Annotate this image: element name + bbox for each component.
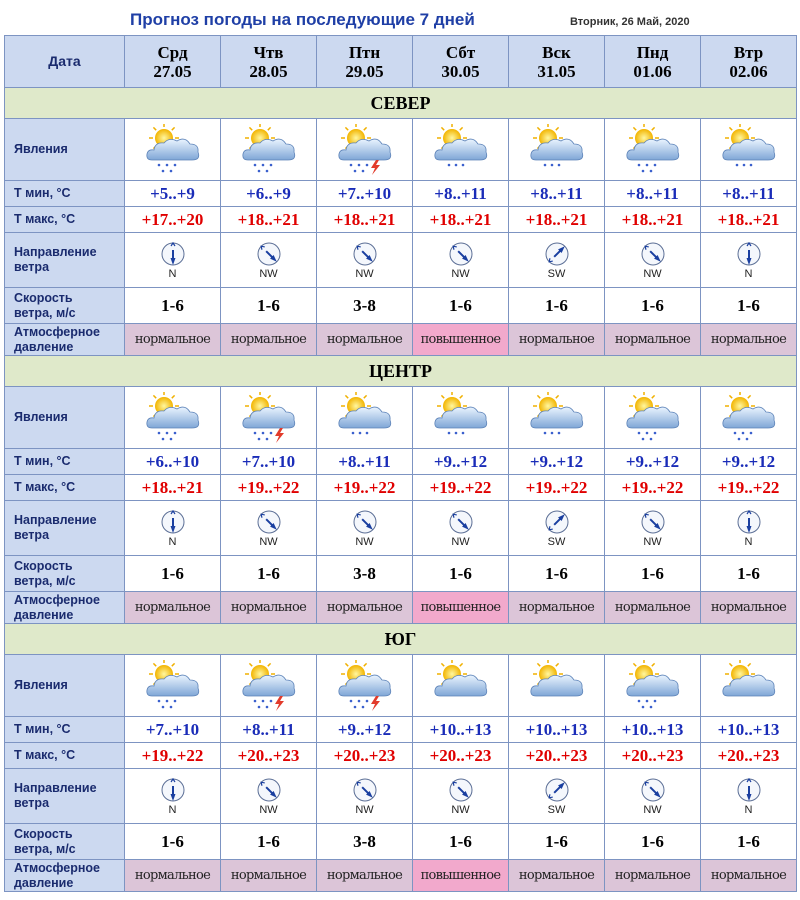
compass-arrow-icon [509,241,604,267]
tmin-value: +10..+13 [509,717,605,743]
compass-arrow-icon [413,241,508,267]
compass-arrow-icon [125,509,220,535]
cloud-sun-light-rain-icon [413,392,508,444]
wind-direction-cell [413,501,509,556]
weather-cell [317,119,413,181]
weather-cell [605,655,701,717]
day-date: 29.05 [345,61,384,81]
day-date: 30.05 [441,61,480,81]
compass-arrow-icon [317,777,412,803]
wind-speed-label-line2: ветра, м/с [14,573,76,588]
phenomena-label-line1: Явления [14,678,68,692]
pressure-value: нормальное [221,592,317,624]
wind-speed-value: 1-6 [221,824,317,860]
pressure-label-line1: Атмосферное [14,860,100,875]
day-name: Пнд [636,42,669,62]
wind-speed-label-line2: ветра, м/с [14,305,76,320]
tmax-value: +18..+21 [125,475,221,501]
pressure-value: нормальное [317,592,413,624]
tmax-value: +18..+21 [605,207,701,233]
weather-cell [701,119,797,181]
wind-speed-value: 1-6 [221,556,317,592]
cloud-sun-rain-icon [605,660,700,712]
day-header [605,36,701,88]
current-date: Вторник, 26 Май, 2020 [570,16,690,28]
tmin-value: +7..+10 [317,181,413,207]
day-name: Чтв [253,42,284,62]
tmin-value: +8..+11 [509,181,605,207]
day-name: Птн [348,42,381,62]
tmin-value: +6..+9 [221,181,317,207]
cloud-sun-light-rain-icon [509,392,604,444]
phenomena-label [5,655,125,717]
wind-speed-value: 1-6 [701,556,797,592]
pressure-label [5,860,125,892]
wind-speed-value: 1-6 [605,824,701,860]
wind-speed-value: 1-6 [701,288,797,324]
day-header [317,36,413,88]
tmin-value: +8..+11 [701,181,797,207]
tmin-value: +9..+12 [509,449,605,475]
tmin-value: +9..+12 [605,449,701,475]
pressure-value: повышенное [413,860,509,892]
day-header [125,36,221,88]
phenomena-label-line1: Явления [14,142,68,156]
pressure-label-line1: Атмосферное [14,324,100,339]
cloud-sun-thunder-rain-icon [221,392,316,444]
pressure-value: нормальное [125,324,221,356]
wind-direction-cell [125,233,221,288]
tmax-value: +19..+22 [125,743,221,769]
phenomena-label-line1: Явления [14,410,68,424]
compass-arrow-icon [221,509,316,535]
pressure-label-line1: Атмосферное [14,592,100,607]
compass-arrow-icon [605,509,700,535]
compass-arrow-icon [509,509,604,535]
pressure-label [5,592,125,624]
tmax-value: +20..+23 [509,743,605,769]
wind-direction-row [5,501,797,556]
wind-direction-cell [701,233,797,288]
wind-speed-value: 1-6 [413,556,509,592]
pressure-row [5,592,797,624]
wind-direction-value: N [744,803,753,816]
region-header-row [5,88,797,119]
wind-direction-cell [701,769,797,824]
wind-direction-cell [509,769,605,824]
wind-direction-cell [221,233,317,288]
tmax-row [5,207,797,233]
wind-direction-value: N [168,803,177,816]
compass-arrow-icon [221,777,316,803]
pressure-label-line2: давление [14,339,74,354]
wind-direction-row [5,769,797,824]
region-header-row [5,356,797,387]
forecast-table [4,35,797,892]
tmin-value: +8..+11 [317,449,413,475]
tmax-value: +19..+22 [701,475,797,501]
tmax-label [5,743,125,769]
wind-speed-value: 1-6 [605,556,701,592]
tmin-label [5,717,125,743]
date-header-label: Дата [5,36,125,88]
cloud-sun-icon [701,660,796,712]
wind-speed-value: 1-6 [413,824,509,860]
day-name: Сбт [445,42,476,62]
weather-cell [413,387,509,449]
wind-speed-value: 1-6 [413,288,509,324]
pressure-label [5,324,125,356]
pressure-value: нормальное [509,324,605,356]
pressure-value: нормальное [701,324,797,356]
tmax-label [5,475,125,501]
wind-direction-value: NW [259,535,278,548]
day-name: Втр [733,42,764,62]
wind-direction-cell [221,769,317,824]
wind-speed-row [5,824,797,860]
cloud-sun-rain-icon [221,124,316,176]
tmin-value: +6..+10 [125,449,221,475]
pressure-value: нормальное [701,860,797,892]
pressure-row [5,324,797,356]
tmax-value: +17..+20 [125,207,221,233]
tmax-label-line1: Т макс, °С [14,480,76,494]
tmax-value: +18..+21 [509,207,605,233]
compass-arrow-icon [509,777,604,803]
weather-cell [221,387,317,449]
cloud-sun-rain-icon [701,392,796,444]
pressure-value: нормальное [221,324,317,356]
wind-speed-label [5,556,125,592]
wind-direction-value: NW [451,267,470,280]
weather-cell [413,119,509,181]
wind-direction-cell [221,501,317,556]
wind-speed-label [5,288,125,324]
pressure-value: нормальное [125,592,221,624]
wind-direction-value: NW [643,535,662,548]
tmax-value: +20..+23 [317,743,413,769]
weather-cell [125,655,221,717]
wind-speed-label-line1: Скорость [14,826,73,841]
wind-direction-value: SW [547,267,566,280]
day-date: 01.06 [633,61,672,81]
wind-direction-value: N [168,267,177,280]
wind-direction-value: NW [643,267,662,280]
weather-cell [317,387,413,449]
tmin-label-line1: Т мин, °С [14,722,71,736]
pressure-value: нормальное [605,592,701,624]
pressure-value: нормальное [317,860,413,892]
wind-speed-value: 1-6 [509,556,605,592]
tmax-value: +20..+23 [605,743,701,769]
compass-arrow-icon [317,509,412,535]
wind-direction-value: NW [451,803,470,816]
compass-arrow-icon [317,241,412,267]
wind-speed-value: 1-6 [221,288,317,324]
wind-speed-value: 1-6 [509,824,605,860]
pressure-row [5,860,797,892]
wind-speed-label-line1: Скорость [14,558,73,573]
tmax-value: +19..+22 [221,475,317,501]
region-title: СЕВЕР [5,88,797,119]
weather-cell [701,655,797,717]
phenomena-row [5,655,797,717]
compass-arrow-icon [701,241,796,267]
cloud-sun-light-rain-icon [701,124,796,176]
wind-direction-value: NW [355,267,374,280]
wind-speed-label [5,824,125,860]
day-date: 28.05 [249,61,288,81]
weather-cell [509,655,605,717]
region-title: ЦЕНТР [5,356,797,387]
wind-speed-value: 3-8 [317,824,413,860]
wind-direction-label-line2: ветра [14,260,50,274]
wind-speed-value: 3-8 [317,288,413,324]
day-name: Срд [157,42,188,62]
tmax-value: +20..+23 [413,743,509,769]
cloud-sun-rain-icon [125,124,220,176]
pressure-value: нормальное [221,860,317,892]
wind-speed-value: 1-6 [125,824,221,860]
wind-direction-cell [413,769,509,824]
day-header [221,36,317,88]
wind-direction-value: NW [259,803,278,816]
day-header [701,36,797,88]
compass-arrow-icon [605,777,700,803]
tmin-value: +9..+12 [413,449,509,475]
weather-cell [701,387,797,449]
cloud-sun-rain-icon [125,660,220,712]
pressure-value: нормальное [509,860,605,892]
weather-cell [605,387,701,449]
tmin-row [5,449,797,475]
wind-direction-cell [605,233,701,288]
wind-speed-value: 1-6 [605,288,701,324]
compass-arrow-icon [125,241,220,267]
wind-speed-value: 1-6 [509,288,605,324]
phenomena-label [5,387,125,449]
tmin-value: +8..+11 [221,717,317,743]
weather-cell [317,655,413,717]
day-date: 31.05 [537,61,576,81]
pressure-value: повышенное [413,592,509,624]
tmin-label-line1: Т мин, °С [14,454,71,468]
cloud-sun-thunder-rain-icon [317,660,412,712]
wind-speed-row [5,288,797,324]
cloud-sun-light-rain-icon [317,392,412,444]
compass-arrow-icon [413,777,508,803]
weather-cell [221,119,317,181]
tmax-value: +18..+21 [701,207,797,233]
wind-direction-value: NW [643,803,662,816]
weather-cell [605,119,701,181]
wind-speed-row [5,556,797,592]
tmin-value: +9..+12 [701,449,797,475]
day-name: Вск [542,42,571,62]
tmax-label-line1: Т макс, °С [14,212,76,226]
tmin-value: +10..+13 [413,717,509,743]
wind-direction-value: NW [259,267,278,280]
weather-cell [509,387,605,449]
region-title: ЮГ [5,624,797,655]
tmax-value: +18..+21 [413,207,509,233]
pressure-value: нормальное [317,324,413,356]
wind-direction-label [5,233,125,288]
pressure-label-line2: давление [14,607,74,622]
day-date: 02.06 [729,61,768,81]
region-header-row [5,624,797,655]
wind-direction-cell [413,233,509,288]
wind-direction-value: SW [547,535,566,548]
weather-cell [509,119,605,181]
cloud-sun-thunder-rain-icon [221,660,316,712]
weather-cell [125,119,221,181]
tmax-value: +20..+23 [221,743,317,769]
wind-direction-cell [317,501,413,556]
wind-direction-label-line1: Направление [14,513,97,527]
wind-speed-value: 1-6 [125,288,221,324]
tmin-value: +10..+13 [701,717,797,743]
pressure-value: нормальное [701,592,797,624]
wind-direction-cell [701,501,797,556]
cloud-sun-icon [509,660,604,712]
cloud-sun-rain-icon [605,392,700,444]
phenomena-row [5,119,797,181]
wind-direction-value: NW [451,535,470,548]
wind-direction-value: N [744,267,753,280]
tmin-value: +9..+12 [317,717,413,743]
wind-direction-cell [509,501,605,556]
cloud-sun-rain-icon [605,124,700,176]
cloud-sun-icon [413,660,508,712]
wind-direction-label-line1: Направление [14,245,97,259]
day-header [509,36,605,88]
phenomena-label [5,119,125,181]
tmax-value: +19..+22 [509,475,605,501]
tmax-row [5,475,797,501]
wind-speed-label-line1: Скорость [14,290,73,305]
wind-direction-cell [317,233,413,288]
date-header-row [5,36,797,88]
pressure-value: нормальное [605,860,701,892]
pressure-value: повышенное [413,324,509,356]
wind-direction-cell [317,769,413,824]
wind-direction-label-line1: Направление [14,781,97,795]
tmax-value: +18..+21 [317,207,413,233]
tmax-label-line1: Т макс, °С [14,748,76,762]
tmax-value: +20..+23 [701,743,797,769]
tmin-label [5,449,125,475]
compass-arrow-icon [125,777,220,803]
wind-direction-value: N [744,535,753,548]
wind-direction-cell [605,501,701,556]
compass-arrow-icon [701,509,796,535]
wind-speed-value: 1-6 [125,556,221,592]
day-header [413,36,509,88]
tmin-value: +7..+10 [125,717,221,743]
tmax-value: +19..+22 [605,475,701,501]
wind-direction-value: NW [355,803,374,816]
wind-speed-label-line2: ветра, м/с [14,841,76,856]
tmin-value: +10..+13 [605,717,701,743]
day-date: 27.05 [153,61,192,81]
weather-cell [413,655,509,717]
wind-direction-row [5,233,797,288]
wind-direction-label [5,769,125,824]
compass-arrow-icon [221,241,316,267]
pressure-value: нормальное [125,860,221,892]
tmax-value: +19..+22 [413,475,509,501]
weather-cell [221,655,317,717]
pressure-value: нормальное [605,324,701,356]
tmin-value: +8..+11 [413,181,509,207]
tmin-row [5,717,797,743]
tmin-label [5,181,125,207]
wind-speed-value: 1-6 [701,824,797,860]
page-title: Прогноз погоды на последующие 7 дней [130,10,475,29]
cloud-sun-thunder-rain-icon [317,124,412,176]
tmax-row [5,743,797,769]
wind-direction-cell [125,769,221,824]
tmin-value: +5..+9 [125,181,221,207]
tmax-label [5,207,125,233]
wind-direction-cell [509,233,605,288]
wind-direction-label-line2: ветра [14,528,50,542]
tmin-value: +8..+11 [605,181,701,207]
phenomena-row [5,387,797,449]
wind-direction-value: SW [547,803,566,816]
wind-direction-label [5,501,125,556]
tmin-row [5,181,797,207]
tmin-label-line1: Т мин, °С [14,186,71,200]
compass-arrow-icon [701,777,796,803]
wind-direction-label-line2: ветра [14,796,50,810]
cloud-sun-light-rain-icon [509,124,604,176]
wind-speed-value: 3-8 [317,556,413,592]
cloud-sun-rain-icon [125,392,220,444]
tmin-value: +7..+10 [221,449,317,475]
pressure-label-line2: давление [14,875,74,890]
tmax-value: +18..+21 [221,207,317,233]
cloud-sun-light-rain-icon [413,124,508,176]
wind-direction-cell [605,769,701,824]
compass-arrow-icon [605,241,700,267]
weather-cell [125,387,221,449]
wind-direction-value: N [168,535,177,548]
pressure-value: нормальное [509,592,605,624]
tmax-value: +19..+22 [317,475,413,501]
wind-direction-value: NW [355,535,374,548]
compass-arrow-icon [413,509,508,535]
wind-direction-cell [125,501,221,556]
